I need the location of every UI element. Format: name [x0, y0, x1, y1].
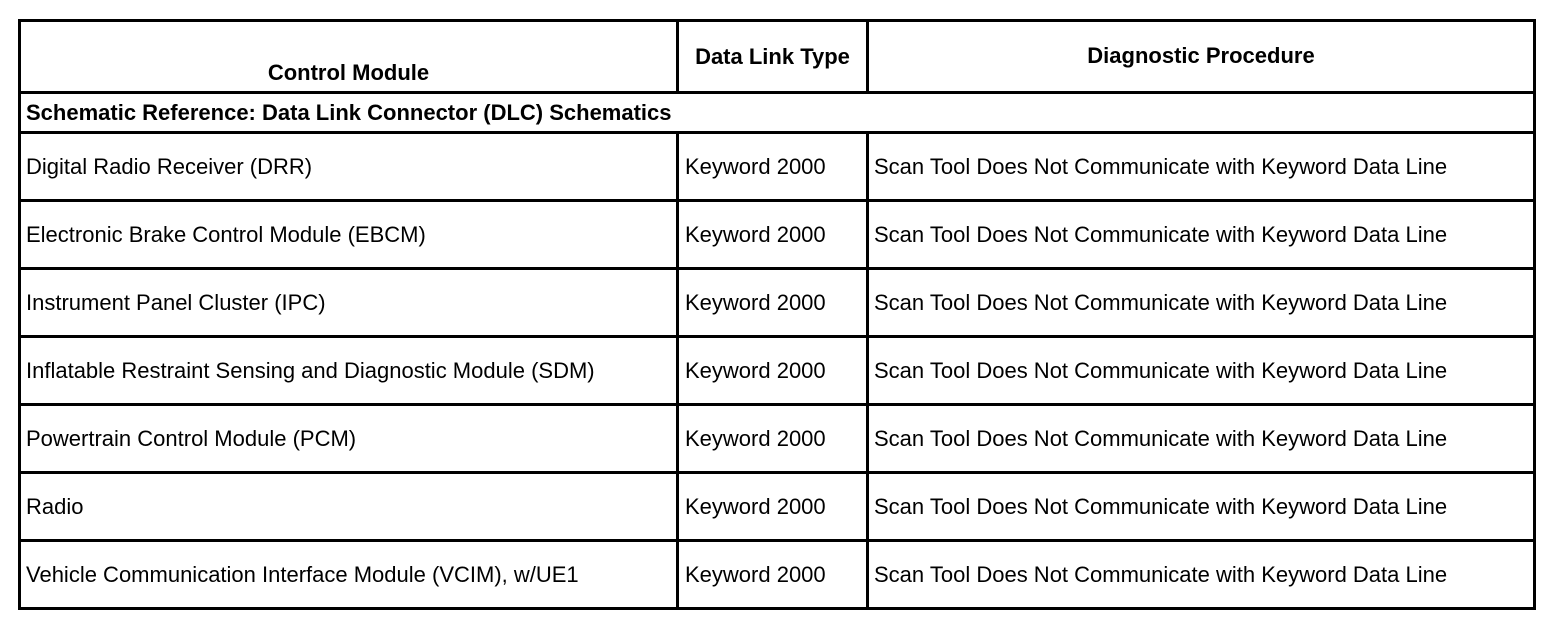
data-link-type-cell: Keyword 2000 — [678, 541, 868, 609]
diagnostic-procedure-cell: Scan Tool Does Not Communicate with Keyword Data Line — [868, 541, 1535, 609]
diagnostic-procedure-cell: Scan Tool Does Not Communicate with Keyword Data Line — [868, 337, 1535, 405]
data-link-type-cell: Keyword 2000 — [678, 405, 868, 473]
diagnostic-procedure-cell: Scan Tool Does Not Communicate with Keyword Data Line — [868, 405, 1535, 473]
table-row — [20, 473, 1535, 541]
diagnostic-procedure-cell: Scan Tool Does Not Communicate with Keyword Data Line — [868, 201, 1535, 269]
module-cell: Radio — [20, 473, 678, 541]
header-diagnostic-procedure: Diagnostic Procedure — [868, 21, 1535, 93]
module-cell: Electronic Brake Control Module (EBCM) — [20, 201, 678, 269]
data-link-type-cell: Keyword 2000 — [678, 201, 868, 269]
header-control-module: Control Module — [20, 21, 678, 93]
table-row — [20, 201, 1535, 269]
module-cell: Vehicle Communication Interface Module (VCIM), w/UE1 — [20, 541, 678, 609]
header-data-link-type: Data Link Type — [678, 21, 868, 93]
table-row — [20, 541, 1535, 609]
data-link-type-cell: Keyword 2000 — [678, 133, 868, 201]
module-cell: Digital Radio Receiver (DRR) — [20, 133, 678, 201]
table-row — [20, 269, 1535, 337]
data-link-type-cell: Keyword 2000 — [678, 337, 868, 405]
table-row — [20, 133, 1535, 201]
data-link-type-cell: Keyword 2000 — [678, 473, 868, 541]
diagnostic-procedure-cell: Scan Tool Does Not Communicate with Keyword Data Line — [868, 133, 1535, 201]
schematic-reference: Schematic Reference: Data Link Connector (DLC) Schematics — [20, 93, 1535, 133]
table-row — [20, 405, 1535, 473]
diagnostic-procedure-cell: Scan Tool Does Not Communicate with Keyword Data Line — [868, 473, 1535, 541]
module-cell: Inflatable Restraint Sensing and Diagnostic Module (SDM) — [20, 337, 678, 405]
module-cell: Instrument Panel Cluster (IPC) — [20, 269, 678, 337]
control-module-table — [18, 19, 1536, 610]
schematic-reference-row — [20, 93, 1535, 133]
table-row — [20, 337, 1535, 405]
diagnostic-procedure-cell: Scan Tool Does Not Communicate with Keyword Data Line — [868, 269, 1535, 337]
data-link-type-cell: Keyword 2000 — [678, 269, 868, 337]
module-cell: Powertrain Control Module (PCM) — [20, 405, 678, 473]
header-row — [20, 21, 1535, 93]
